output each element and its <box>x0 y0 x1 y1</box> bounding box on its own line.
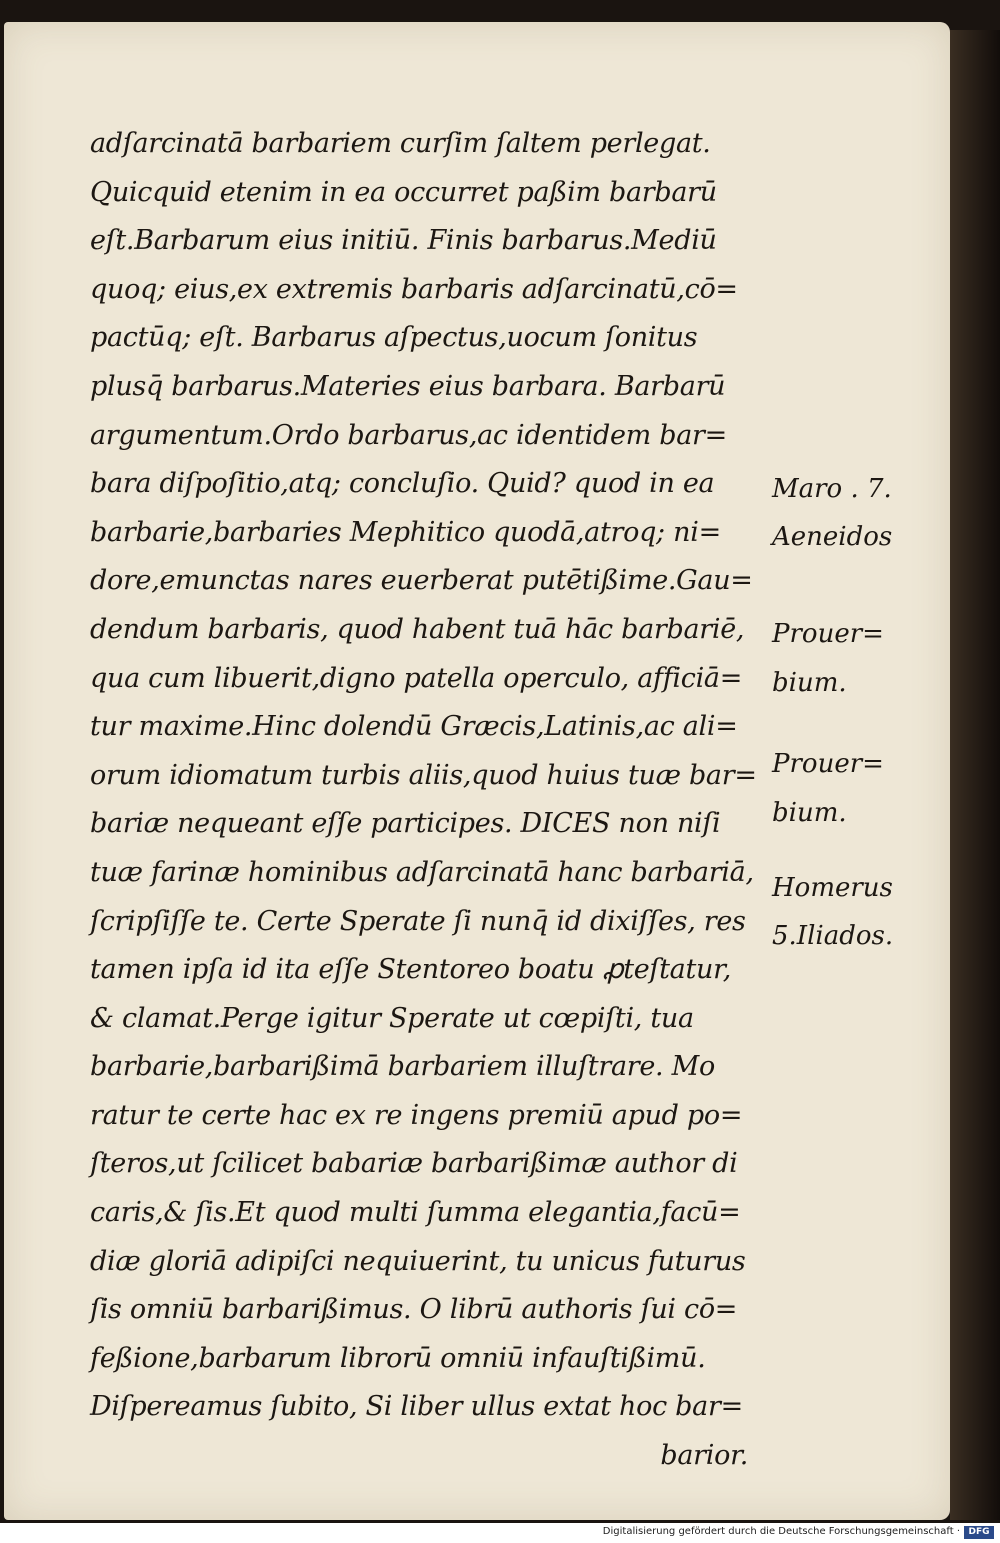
text-line: ſteros,ut ſcilicet babariæ barbarißimæ author di <box>90 1148 738 1180</box>
page-edge-shadow <box>950 30 1000 1520</box>
text-line: dore,emunctas nares euerberat putētißime.Gau= <box>90 565 753 597</box>
text-line: Diſpereamus ſubito, Si liber ullus extat hoc bar= <box>90 1391 743 1423</box>
margin-note: Aeneidos <box>772 522 893 552</box>
text-line: barbarie,barbarißimā barbariem illuſtrare. Mo <box>90 1051 715 1083</box>
text-line: orum idiomatum turbis aliis,quod huius tuæ bar= <box>90 759 757 791</box>
text-line: pactūq; eſt. Barbarus aſpectus,uocum ſonitus <box>90 322 698 354</box>
text-line: dendum barbaris, quod habent tuā hāc barbariē, <box>90 613 745 645</box>
text-line: quoq; eius,ex extremis barbaris adſarcinatū,cō= <box>90 273 738 305</box>
text-line: ſcripſiſſe te. Certe Sperate ſi nunq̄ id dixiſſes, res <box>90 905 746 937</box>
text-line: bariæ nequeant eſſe participes. DICES non niſi <box>90 808 721 840</box>
text-line: & clamat.Perge igitur Sperate ut cœpiſti, tua <box>90 1002 694 1034</box>
text-line: diæ gloriā adipiſci nequiuerint, tu unicus futurus <box>90 1245 746 1277</box>
margin-note: bium. <box>772 798 847 828</box>
text-line: tamen ipſa id ita eſſe Stentoreo boatu ꝓteſtatur, <box>90 954 732 986</box>
text-line: argumentum.Ordo barbarus,ac identidem bar= <box>90 419 727 451</box>
margin-note: bium. <box>772 668 847 698</box>
text-line: barbarie,barbaries Mephitico quodā,atroq; ni= <box>90 516 721 548</box>
text-line: tur maxime.Hinc dolendū Græcis,Latinis,ac ali= <box>90 711 738 743</box>
margin-note: 5.Iliados. <box>772 921 894 951</box>
text-line: bara diſpoſitio,atq; concluſio. Quid? quod in ea <box>90 468 715 500</box>
margin-note: Prouer= <box>772 619 884 649</box>
margin-note: Prouer= <box>772 749 884 779</box>
dfg-logo: DFG <box>964 1526 994 1539</box>
text-line: eſt.Barbarum eius initiū. Finis barbarus.Mediū <box>90 225 717 257</box>
text-line: plusq̄ barbarus.Materies eius barbara. Barbarū <box>90 370 726 402</box>
text-line: feßione,barbarum librorū omniū infauſtißimū. <box>90 1342 706 1374</box>
margin-note: Maro . 7. <box>772 474 892 504</box>
text-line: Quicquid etenim in ea occurret paßim barbarū <box>90 176 717 208</box>
text-line: ratur te certe hac ex re ingens premiū apud po= <box>90 1099 743 1131</box>
text-line: ſis omniū barbarißimus. O librū authoris ſui cō= <box>90 1294 738 1326</box>
funding-credit: Digitalisierung gefördert durch die Deutsche Forschungsgemeinschaft · <box>602 1526 960 1537</box>
body-text <box>90 120 770 1481</box>
text-line-final: barior. <box>660 1440 748 1472</box>
text-line: tuæ farinæ hominibus adſarcinatā hanc barbariā, <box>90 856 754 888</box>
text-line: caris,& ſis.Et quod multi ſumma elegantia,facū= <box>90 1197 741 1229</box>
footer-bar <box>0 1523 1000 1543</box>
margin-note: Homerus <box>772 873 893 903</box>
text-line: qua cum libuerit,digno patella operculo, afficiā= <box>90 662 743 694</box>
text-line: adſarcinatā barbariem curſim ſaltem perlegat. <box>90 128 711 159</box>
